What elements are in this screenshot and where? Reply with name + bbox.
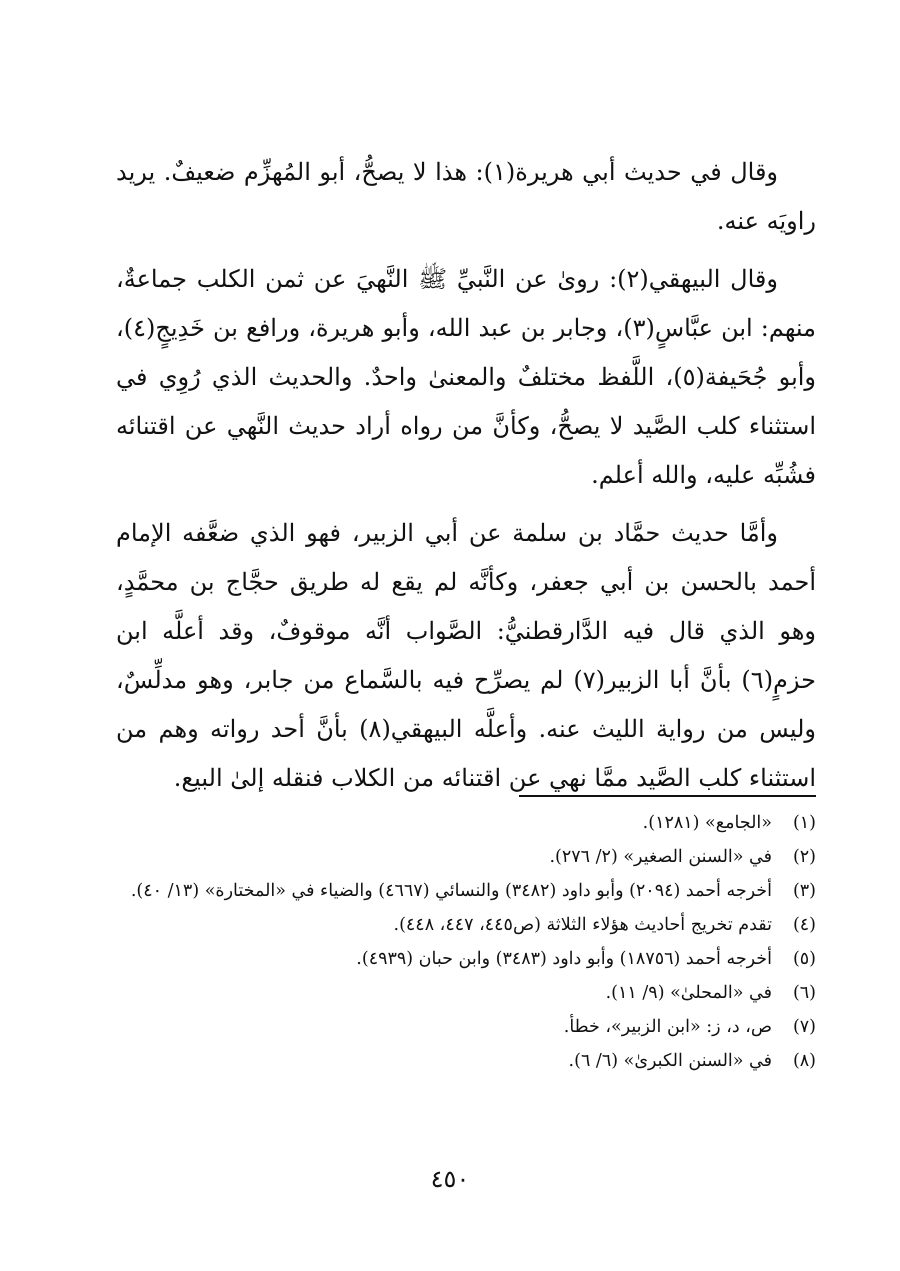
footnotes xyxy=(110,806,816,1078)
paragraph-1: وقال في حديث أبي هريرة(١): هذا لا يصحُّ، أبو المُهزِّم ضعيفٌ. يريد راويَه عنه. xyxy=(116,158,816,235)
footnote-number: (١) xyxy=(792,813,816,833)
footnote-number: (٥) xyxy=(792,949,816,969)
footnote-text: «الجامع» (١٢٨١). xyxy=(642,813,772,833)
footnote-text: ص، د، ز: «ابن الزبير»، خطأ. xyxy=(563,1017,772,1037)
footnote-6 xyxy=(110,976,816,1010)
footnote-1 xyxy=(110,806,816,840)
footnote-2 xyxy=(110,840,816,874)
footnote-text: في «المحلىٰ» (٩/ ١١). xyxy=(605,983,772,1003)
footnote-text: أخرجه أحمد (١٨٧٥٦) وأبو داود (٣٤٨٣) وابن حبان (٤٩٣٩). xyxy=(356,949,772,969)
footnote-number: (٢) xyxy=(792,847,816,867)
footnote-number: (٦) xyxy=(792,983,816,1003)
footnote-7 xyxy=(110,1010,816,1044)
main-text xyxy=(116,148,816,803)
footnote-number: (٣) xyxy=(792,881,816,901)
page-number: ٤٥٠ xyxy=(430,1165,470,1193)
footnote-4 xyxy=(110,908,816,942)
footnote-text: تقدم تخريج أحاديث هؤلاء الثلاثة (ص٤٤٥، ٤٤٧، ٤٤٨). xyxy=(393,915,772,935)
footnote-text: أخرجه أحمد (٢٠٩٤) وأبو داود (٣٤٨٢) والنسائي (٤٦٦٧) والضياء في «المختارة» (١٣/ ٤٠). xyxy=(130,881,772,901)
paragraph-2: وقال البيهقي(٢): روىٰ عن النَّبيِّ ﷺ النَّهيَ عن ثمن الكلب جماعةٌ، منهم: ابن عبَّاسٍ(٣)، وجابر بن عبد الله، وأبو هريرة، ورافع بن خَدِيجٍ(٤)، وأبو جُحَيفة(٥)، اللَّفظ مختلفٌ والمعنىٰ واحدٌ. والحديث الذي رُوِي في استثناء كلب الصَّيد لا يصحُّ، وكأنَّ من رواه أراد حديث النَّهي عن اقتنائه فشُبِّه عليه، والله أعلم. xyxy=(116,265,817,489)
footnote-number: (٨) xyxy=(792,1051,816,1071)
paragraph-3: وأمَّا حديث حمَّاد بن سلمة عن أبي الزبير، فهو الذي ضعَّفه الإمام أحمد بالحسن بن أبي جعفر، وكأنَّه لم يقع له طريق حجَّاج بن محمَّدٍ، وهو الذي قال فيه الدَّارقطنيُّ: الصَّواب أنَّه موقوفٌ، وقد أعلَّه ابن حزمٍ(٦) بأنَّ أبا الزبير(٧) لم يصرِّح فيه بالسَّماع من جابر، وهو مدلِّسٌ، وليس من رواية الليث عنه. وأعلَّه البيهقي(٨) بأنَّ أحد رواته وهم من استثناء كلب الصَّيد ممَّا نهي عن اقتنائه من الكلاب فنقله إلىٰ البيع. xyxy=(116,519,816,792)
footnote-separator xyxy=(519,795,816,797)
footnote-3 xyxy=(110,874,816,908)
footnote-8 xyxy=(110,1044,816,1078)
footnote-5 xyxy=(110,942,816,976)
footnote-number: (٤) xyxy=(792,915,816,935)
footnote-text: في «السنن الصغير» (٢/ ٢٧٦). xyxy=(549,847,772,867)
footnote-number: (٧) xyxy=(792,1017,816,1037)
footnote-text: في «السنن الكبرىٰ» (٦/ ٦). xyxy=(568,1051,772,1071)
